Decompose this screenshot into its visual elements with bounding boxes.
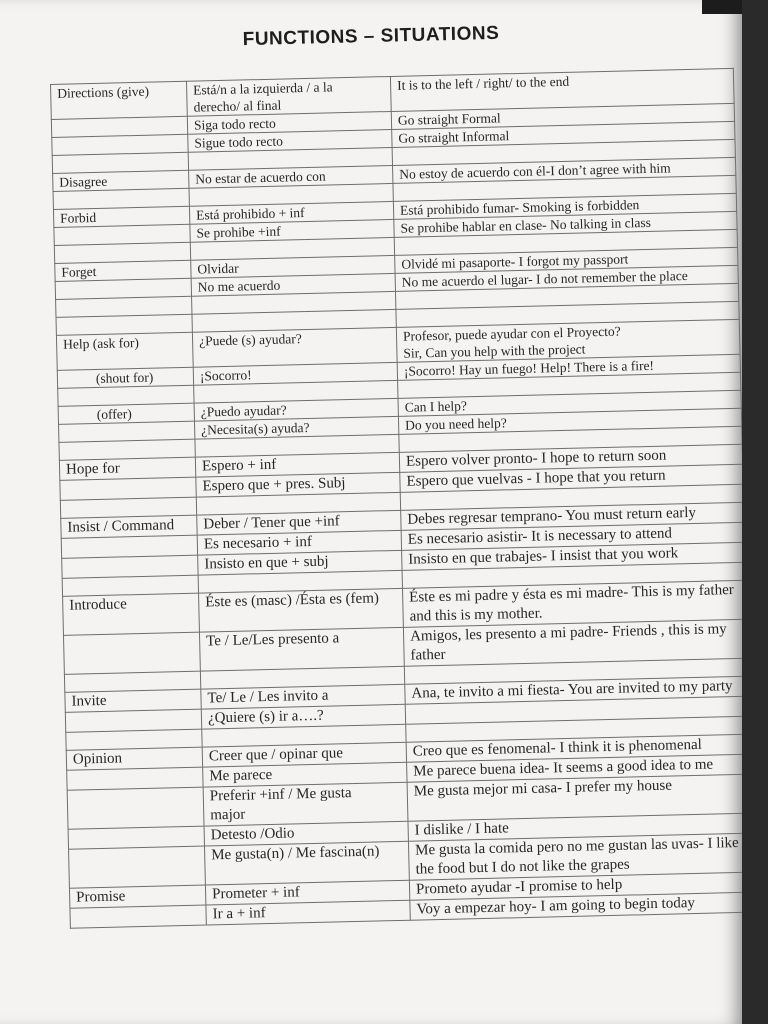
expression-line: Espero que + pres. Subj: [202, 475, 346, 495]
function-cell: [70, 905, 206, 928]
function-cell: Forbid: [53, 206, 189, 227]
expression-line: Está prohibido + inf: [195, 205, 305, 223]
example-line: ¡Socorro! Hay un fuego! Help! There is a fire!: [403, 357, 655, 379]
expression-line: Me gusta(n) / Me fascina(n): [211, 843, 380, 864]
example-line: Do you need help?: [404, 415, 507, 433]
function-cell: [69, 846, 206, 888]
expression-line: Se prohibe +inf: [196, 223, 281, 241]
expression-cell: [206, 900, 410, 925]
page-title: FUNCTIONS – SITUATIONS: [242, 22, 500, 51]
example-line: No me acuerdo el lugar- I do not remember the place: [401, 268, 688, 290]
expression-line: Me parece: [209, 766, 273, 785]
expression-line: derecho/ al final: [193, 97, 282, 115]
expression-line: Insisto en que + subj: [204, 553, 329, 573]
example-line: Profesor, puede ayudar con el Proyecto?: [402, 323, 621, 344]
example-line: Me gusta la comida pero no me gustan las uvas- I like: [414, 834, 739, 859]
function-cell: Hope for: [59, 457, 195, 480]
example-line: Debes regresar temprano- You must return early: [407, 504, 697, 528]
expression-line: Te / Le/Les presento a: [205, 630, 340, 650]
example-line: Amigos, les presento a mi padre- Friends , this is my: [409, 621, 727, 645]
example-line: Es necesario asistir- It is necessary to attend: [407, 525, 673, 548]
expression-cell: [199, 627, 404, 671]
example-line: Me gusta mejor mi casa- I prefer my house: [413, 777, 673, 800]
expression-line: No estar de acuerdo con: [195, 168, 326, 187]
function-cell: Invite: [65, 689, 201, 712]
function-cell: Help (ask for): [56, 332, 193, 370]
expression-line: Detesto /Odio: [210, 825, 295, 844]
expression-line: Te/ Le / Les invito a: [207, 687, 329, 707]
expression-line: Sigue todo recto: [194, 133, 284, 151]
example-line: Me parece buena idea- It seems a good idea to me: [413, 756, 714, 780]
example-line: Go straight Formal: [397, 110, 501, 128]
example-line: Espero volver pronto- I hope to return soon: [405, 447, 667, 470]
expression-line: Deber / Tener que +inf: [203, 513, 340, 533]
example-line: Sir, Can you help with the project: [403, 341, 586, 361]
function-cell: Disagree: [53, 170, 189, 191]
example-line: Voy a empezar hoy- I am going to begin today: [416, 895, 696, 918]
expression-line: Siga todo recto: [193, 115, 276, 133]
example-line: Olvidé mi pasaporte- I forgot my passport: [401, 251, 629, 272]
example-line: Prometo ayudar -I promise to help: [415, 876, 623, 898]
expression-line: Preferir +inf / Me gusta: [209, 785, 352, 805]
example-line: It is to the left / right/ to the end: [396, 73, 570, 93]
example-line: Está prohibido fumar- Smoking is forbidden: [399, 197, 640, 218]
function-cell: Insist / Command: [61, 515, 197, 538]
function-cell: Opinion: [66, 747, 202, 770]
function-cell: Introduce: [63, 593, 200, 635]
example-line: the food but I do not like the grapes: [415, 856, 630, 878]
example-line: and this is my mother.: [409, 605, 543, 625]
expression-line: Es necesario + inf: [203, 533, 313, 553]
example-line: Ana, te invito a mi fiesta- You are invited to my party: [411, 678, 733, 702]
example-line: I dislike / I hate: [414, 820, 509, 839]
function-cell: Promise: [69, 885, 205, 908]
example-line: Éste es mi padre y ésta es mi madre- This is my father: [409, 582, 734, 606]
expression-line: No me acuerdo: [197, 277, 281, 295]
example-line: Espero que vuelvas - I hope that you return: [406, 467, 666, 490]
example-line: father: [410, 646, 446, 664]
expression-line: ¿Puedo ayudar?: [200, 402, 287, 420]
function-cell: (shout for): [57, 367, 193, 388]
expression-line: ¡Socorro!: [199, 367, 252, 384]
expression-cell: [199, 588, 404, 632]
expression-line: ¿Quiere (s) ir a….?: [207, 707, 324, 727]
expression-line: Éste es (masc) /Ésta es (fem): [205, 590, 380, 611]
example-line: Go straight Informal: [398, 128, 510, 146]
expression-line: Ir a + inf: [212, 905, 266, 923]
example-line: Can I help?: [404, 398, 468, 415]
example-line: Creo que es fenomenal- I think it is phenomenal: [412, 736, 703, 760]
functions-table-body: [51, 68, 742, 928]
example-line: Se prohibe hablar en clase- No talking in class: [400, 214, 652, 236]
expression-line: Está/n a la izquierda / a la: [193, 79, 333, 98]
expression-line: Creer que / opinar que: [208, 745, 344, 765]
expression-cell: [192, 327, 397, 367]
function-cell: [63, 632, 200, 674]
function-cell: Forget: [55, 260, 191, 281]
function-cell: Directions (give): [51, 81, 188, 119]
function-cell: [67, 787, 204, 829]
expression-line: Espero + inf: [201, 456, 277, 475]
expression-cell: [186, 76, 391, 116]
expression-cell: [204, 841, 409, 885]
expression-line: major: [210, 806, 246, 824]
expression-line: Prometer + inf: [211, 884, 300, 903]
expression-line: Olvidar: [197, 260, 239, 277]
example-line: Insisto en que trabajes- I insist that you work: [408, 545, 679, 568]
expression-line: ¿Necesita(s) ayuda?: [201, 419, 310, 438]
function-cell: (offer): [58, 403, 194, 424]
page-corner-shadow: [702, 0, 742, 14]
example-line: No estoy de acuerdo con él-I don’t agree with him: [399, 160, 671, 182]
expression-line: ¿Puede (s) ayudar?: [198, 331, 302, 349]
expression-cell: [203, 782, 408, 826]
functions-table: [50, 68, 742, 929]
